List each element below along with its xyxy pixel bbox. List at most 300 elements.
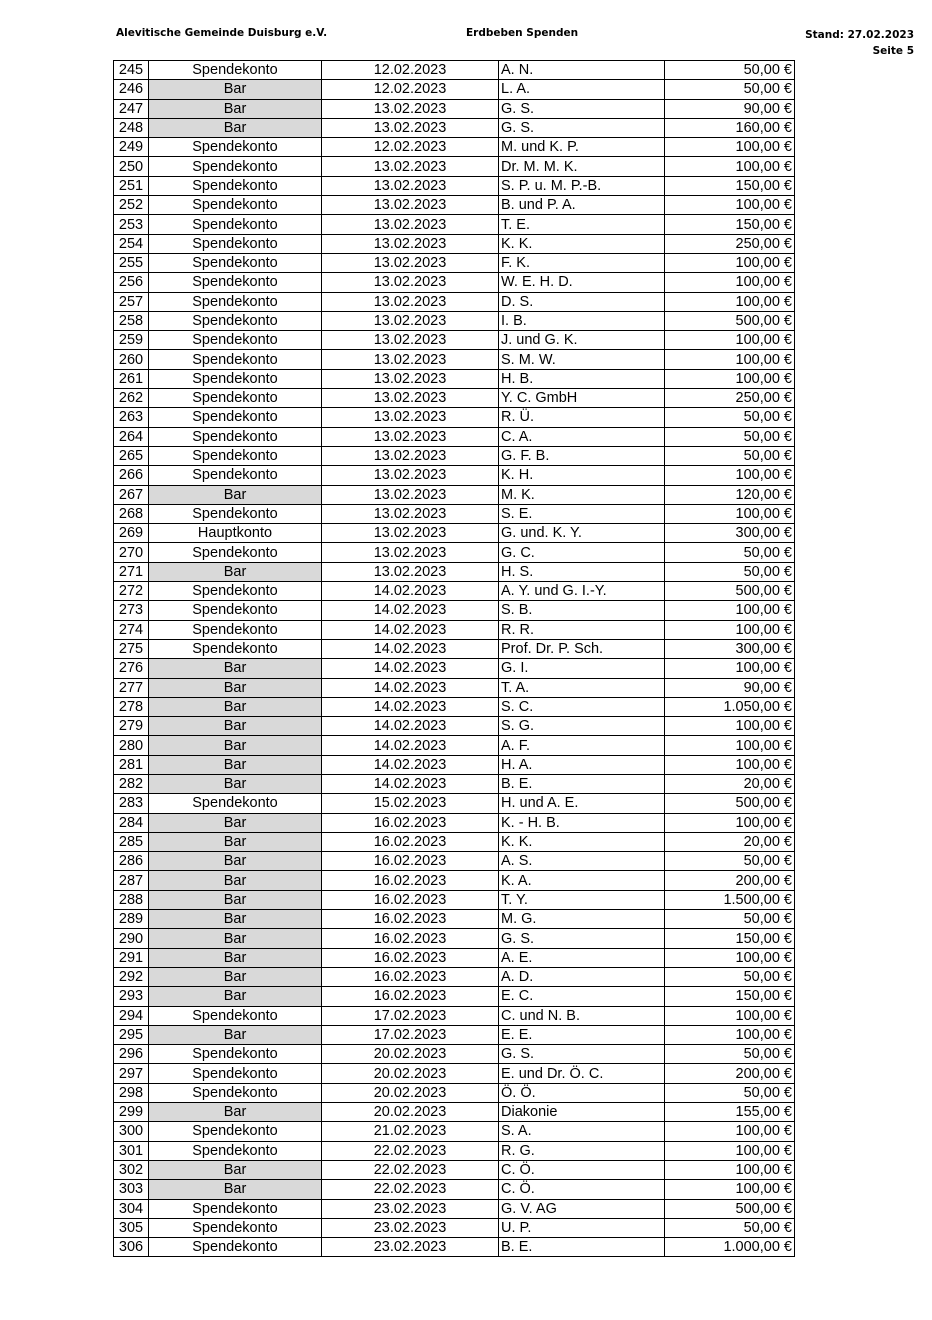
donation-amount: 50,00 € <box>665 967 795 986</box>
payment-type: Bar <box>149 755 322 774</box>
donation-amount: 100,00 € <box>665 369 795 388</box>
page-number: Seite 5 <box>872 45 914 57</box>
table-row <box>114 389 795 408</box>
table-row <box>114 697 795 716</box>
row-number: 265 <box>114 446 149 465</box>
row-number: 262 <box>114 389 149 408</box>
donation-date: 14.02.2023 <box>322 755 499 774</box>
payment-type: Bar <box>149 80 322 99</box>
table-row <box>114 1199 795 1218</box>
row-number: 296 <box>114 1045 149 1064</box>
row-number: 276 <box>114 659 149 678</box>
row-number: 267 <box>114 485 149 504</box>
donation-amount: 150,00 € <box>665 987 795 1006</box>
table-row <box>114 118 795 137</box>
table-row <box>114 234 795 253</box>
donation-date: 13.02.2023 <box>322 408 499 427</box>
table-row <box>114 504 795 523</box>
payment-type: Spendekonto <box>149 61 322 80</box>
payment-type: Spendekonto <box>149 543 322 562</box>
donor-name: U. P. <box>499 1218 665 1237</box>
row-number: 303 <box>114 1180 149 1199</box>
row-number: 252 <box>114 196 149 215</box>
donation-amount: 100,00 € <box>665 504 795 523</box>
donation-amount: 100,00 € <box>665 196 795 215</box>
donation-date: 13.02.2023 <box>322 389 499 408</box>
row-number: 292 <box>114 967 149 986</box>
payment-type: Spendekonto <box>149 234 322 253</box>
table-row <box>114 369 795 388</box>
donation-date: 13.02.2023 <box>322 427 499 446</box>
row-number: 249 <box>114 138 149 157</box>
payment-type: Bar <box>149 852 322 871</box>
payment-type: Bar <box>149 118 322 137</box>
donor-name: S. G. <box>499 717 665 736</box>
payment-type: Spendekonto <box>149 1238 322 1257</box>
row-number: 278 <box>114 697 149 716</box>
donor-name: M. K. <box>499 485 665 504</box>
payment-type: Spendekonto <box>149 794 322 813</box>
table-row <box>114 485 795 504</box>
donation-date: 23.02.2023 <box>322 1218 499 1237</box>
donor-name: G. F. B. <box>499 446 665 465</box>
table-row <box>114 813 795 832</box>
donor-name: L. A. <box>499 80 665 99</box>
table-row <box>114 176 795 195</box>
donation-date: 13.02.2023 <box>322 350 499 369</box>
row-number: 291 <box>114 948 149 967</box>
row-number: 277 <box>114 678 149 697</box>
table-row <box>114 138 795 157</box>
donation-amount: 100,00 € <box>665 736 795 755</box>
table-row <box>114 794 795 813</box>
payment-type: Spendekonto <box>149 446 322 465</box>
table-row <box>114 466 795 485</box>
table-row <box>114 292 795 311</box>
donor-name: S. P. u. M. P.-B. <box>499 176 665 195</box>
donation-date: 20.02.2023 <box>322 1064 499 1083</box>
donation-amount: 120,00 € <box>665 485 795 504</box>
row-number: 306 <box>114 1238 149 1257</box>
payment-type: Bar <box>149 697 322 716</box>
table-row <box>114 1180 795 1199</box>
donor-name: D. S. <box>499 292 665 311</box>
donation-date: 12.02.2023 <box>322 80 499 99</box>
payment-type: Bar <box>149 967 322 986</box>
donor-name: E. C. <box>499 987 665 1006</box>
donor-name: G. S. <box>499 1045 665 1064</box>
payment-type: Spendekonto <box>149 1141 322 1160</box>
donation-amount: 1.000,00 € <box>665 1238 795 1257</box>
donor-name: C. und N. B. <box>499 1006 665 1025</box>
donor-name: K. A. <box>499 871 665 890</box>
table-row <box>114 910 795 929</box>
donor-name: J. und G. K. <box>499 331 665 350</box>
row-number: 297 <box>114 1064 149 1083</box>
donation-date: 15.02.2023 <box>322 794 499 813</box>
table-row <box>114 871 795 890</box>
donation-amount: 50,00 € <box>665 543 795 562</box>
row-number: 266 <box>114 466 149 485</box>
payment-type: Bar <box>149 736 322 755</box>
donation-amount: 500,00 € <box>665 582 795 601</box>
table-row <box>114 929 795 948</box>
row-number: 256 <box>114 273 149 292</box>
payment-type: Bar <box>149 948 322 967</box>
payment-type: Bar <box>149 717 322 736</box>
donations-table <box>113 60 795 1257</box>
row-number: 248 <box>114 118 149 137</box>
row-number: 271 <box>114 562 149 581</box>
donation-amount: 50,00 € <box>665 852 795 871</box>
row-number: 284 <box>114 813 149 832</box>
payment-type: Spendekonto <box>149 311 322 330</box>
donation-date: 13.02.2023 <box>322 99 499 118</box>
payment-type: Bar <box>149 1025 322 1044</box>
row-number: 290 <box>114 929 149 948</box>
donation-date: 13.02.2023 <box>322 446 499 465</box>
payment-type: Spendekonto <box>149 292 322 311</box>
row-number: 300 <box>114 1122 149 1141</box>
table-row <box>114 1160 795 1179</box>
row-number: 301 <box>114 1141 149 1160</box>
donation-amount: 100,00 € <box>665 350 795 369</box>
donation-date: 14.02.2023 <box>322 717 499 736</box>
donor-name: K. - H. B. <box>499 813 665 832</box>
donation-date: 22.02.2023 <box>322 1180 499 1199</box>
donor-name: S. C. <box>499 697 665 716</box>
table-row <box>114 639 795 658</box>
table-row <box>114 1238 795 1257</box>
table-row <box>114 1045 795 1064</box>
donation-amount: 1.500,00 € <box>665 890 795 909</box>
donation-date: 17.02.2023 <box>322 1025 499 1044</box>
donation-date: 22.02.2023 <box>322 1160 499 1179</box>
donation-amount: 100,00 € <box>665 1141 795 1160</box>
donation-amount: 100,00 € <box>665 138 795 157</box>
row-number: 261 <box>114 369 149 388</box>
donor-name: E. und Dr. Ö. C. <box>499 1064 665 1083</box>
payment-type: Spendekonto <box>149 466 322 485</box>
donor-name: A. D. <box>499 967 665 986</box>
donation-amount: 100,00 € <box>665 253 795 272</box>
donor-name: C. A. <box>499 427 665 446</box>
donation-amount: 90,00 € <box>665 678 795 697</box>
payment-type: Spendekonto <box>149 1064 322 1083</box>
row-number: 302 <box>114 1160 149 1179</box>
donation-amount: 100,00 € <box>665 1006 795 1025</box>
donation-amount: 100,00 € <box>665 755 795 774</box>
payment-type: Spendekonto <box>149 427 322 446</box>
donation-date: 13.02.2023 <box>322 215 499 234</box>
donation-amount: 150,00 € <box>665 215 795 234</box>
table-row <box>114 1025 795 1044</box>
donor-name: F. K. <box>499 253 665 272</box>
donor-name: C. Ö. <box>499 1160 665 1179</box>
donation-date: 20.02.2023 <box>322 1045 499 1064</box>
donor-name: S. M. W. <box>499 350 665 369</box>
donation-date: 13.02.2023 <box>322 176 499 195</box>
payment-type: Bar <box>149 1160 322 1179</box>
row-number: 254 <box>114 234 149 253</box>
payment-type: Bar <box>149 99 322 118</box>
donation-amount: 50,00 € <box>665 427 795 446</box>
donation-date: 12.02.2023 <box>322 138 499 157</box>
payment-type: Bar <box>149 1103 322 1122</box>
row-number: 263 <box>114 408 149 427</box>
donor-name: G. C. <box>499 543 665 562</box>
donation-date: 13.02.2023 <box>322 485 499 504</box>
payment-type: Spendekonto <box>149 369 322 388</box>
payment-type: Spendekonto <box>149 389 322 408</box>
row-number: 294 <box>114 1006 149 1025</box>
payment-type: Bar <box>149 871 322 890</box>
table-row <box>114 446 795 465</box>
donor-name: S. B. <box>499 601 665 620</box>
donor-name: G. und. K. Y. <box>499 524 665 543</box>
donation-amount: 50,00 € <box>665 408 795 427</box>
table-row <box>114 890 795 909</box>
donation-date: 23.02.2023 <box>322 1238 499 1257</box>
donation-date: 20.02.2023 <box>322 1083 499 1102</box>
donor-name: R. G. <box>499 1141 665 1160</box>
donation-amount: 150,00 € <box>665 176 795 195</box>
donation-amount: 100,00 € <box>665 273 795 292</box>
payment-type: Spendekonto <box>149 176 322 195</box>
payment-type: Spendekonto <box>149 601 322 620</box>
donation-amount: 300,00 € <box>665 524 795 543</box>
donation-amount: 90,00 € <box>665 99 795 118</box>
donation-date: 13.02.2023 <box>322 253 499 272</box>
donation-amount: 500,00 € <box>665 1199 795 1218</box>
row-number: 269 <box>114 524 149 543</box>
donation-date: 16.02.2023 <box>322 871 499 890</box>
donor-name: B. und P. A. <box>499 196 665 215</box>
donation-amount: 100,00 € <box>665 620 795 639</box>
donation-amount: 100,00 € <box>665 717 795 736</box>
donor-name: B. E. <box>499 774 665 793</box>
table-row <box>114 311 795 330</box>
table-row <box>114 620 795 639</box>
donation-date: 16.02.2023 <box>322 910 499 929</box>
payment-type: Spendekonto <box>149 1083 322 1102</box>
donation-date: 16.02.2023 <box>322 987 499 1006</box>
table-row <box>114 832 795 851</box>
donation-amount: 100,00 € <box>665 601 795 620</box>
donor-name: G. V. AG <box>499 1199 665 1218</box>
payment-type: Spendekonto <box>149 504 322 523</box>
donation-date: 13.02.2023 <box>322 369 499 388</box>
row-number: 270 <box>114 543 149 562</box>
donor-name: E. E. <box>499 1025 665 1044</box>
donation-date: 13.02.2023 <box>322 524 499 543</box>
row-number: 286 <box>114 852 149 871</box>
donor-name: A. S. <box>499 852 665 871</box>
donor-name: H. A. <box>499 755 665 774</box>
row-number: 264 <box>114 427 149 446</box>
donation-date: 23.02.2023 <box>322 1199 499 1218</box>
donation-amount: 100,00 € <box>665 1160 795 1179</box>
row-number: 250 <box>114 157 149 176</box>
payment-type: Bar <box>149 485 322 504</box>
donation-amount: 50,00 € <box>665 1045 795 1064</box>
donor-name: T. A. <box>499 678 665 697</box>
donation-date: 22.02.2023 <box>322 1141 499 1160</box>
table-row <box>114 543 795 562</box>
donation-amount: 160,00 € <box>665 118 795 137</box>
donor-name: Ö. Ö. <box>499 1083 665 1102</box>
table-row <box>114 1083 795 1102</box>
payment-type: Hauptkonto <box>149 524 322 543</box>
table-row <box>114 80 795 99</box>
donor-name: Dr. M. M. K. <box>499 157 665 176</box>
stand-date: Stand: 27.02.2023 <box>805 29 914 41</box>
table-row <box>114 967 795 986</box>
payment-type: Spendekonto <box>149 582 322 601</box>
donation-amount: 50,00 € <box>665 562 795 581</box>
table-row <box>114 774 795 793</box>
payment-type: Spendekonto <box>149 273 322 292</box>
payment-type: Bar <box>149 1180 322 1199</box>
donation-amount: 155,00 € <box>665 1103 795 1122</box>
row-number: 246 <box>114 80 149 99</box>
payment-type: Bar <box>149 678 322 697</box>
donation-date: 14.02.2023 <box>322 736 499 755</box>
donor-name: S. E. <box>499 504 665 523</box>
donor-name: K. K. <box>499 234 665 253</box>
table-row <box>114 948 795 967</box>
table-row <box>114 582 795 601</box>
payment-type: Bar <box>149 659 322 678</box>
row-number: 260 <box>114 350 149 369</box>
donation-date: 14.02.2023 <box>322 697 499 716</box>
document-title: Erdbeben Spenden <box>466 27 579 39</box>
row-number: 251 <box>114 176 149 195</box>
payment-type: Spendekonto <box>149 331 322 350</box>
donor-name: G. I. <box>499 659 665 678</box>
table-row <box>114 99 795 118</box>
donation-date: 17.02.2023 <box>322 1006 499 1025</box>
payment-type: Bar <box>149 910 322 929</box>
donation-date: 13.02.2023 <box>322 543 499 562</box>
donation-date: 20.02.2023 <box>322 1103 499 1122</box>
table-row <box>114 1141 795 1160</box>
donation-date: 16.02.2023 <box>322 929 499 948</box>
row-number: 247 <box>114 99 149 118</box>
table-row <box>114 157 795 176</box>
donation-amount: 50,00 € <box>665 446 795 465</box>
donation-amount: 500,00 € <box>665 311 795 330</box>
row-number: 273 <box>114 601 149 620</box>
row-number: 293 <box>114 987 149 1006</box>
table-row <box>114 427 795 446</box>
donation-date: 14.02.2023 <box>322 601 499 620</box>
row-number: 283 <box>114 794 149 813</box>
payment-type: Spendekonto <box>149 1045 322 1064</box>
table-row <box>114 1122 795 1141</box>
donor-name: A. Y. und G. I.-Y. <box>499 582 665 601</box>
donation-amount: 50,00 € <box>665 910 795 929</box>
table-row <box>114 1103 795 1122</box>
donation-amount: 100,00 € <box>665 813 795 832</box>
donor-name: S. A. <box>499 1122 665 1141</box>
table-row <box>114 273 795 292</box>
table-row <box>114 524 795 543</box>
donor-name: R. R. <box>499 620 665 639</box>
donor-name: A. E. <box>499 948 665 967</box>
donor-name: H. und A. E. <box>499 794 665 813</box>
row-number: 275 <box>114 639 149 658</box>
payment-type: Bar <box>149 987 322 1006</box>
donor-name: A. N. <box>499 61 665 80</box>
payment-type: Spendekonto <box>149 408 322 427</box>
donation-date: 16.02.2023 <box>322 852 499 871</box>
table-row <box>114 215 795 234</box>
donor-name: K. H. <box>499 466 665 485</box>
donation-date: 13.02.2023 <box>322 504 499 523</box>
row-number: 287 <box>114 871 149 890</box>
payment-type: Spendekonto <box>149 1218 322 1237</box>
row-number: 285 <box>114 832 149 851</box>
row-number: 281 <box>114 755 149 774</box>
donation-amount: 100,00 € <box>665 1025 795 1044</box>
payment-type: Spendekonto <box>149 350 322 369</box>
row-number: 295 <box>114 1025 149 1044</box>
payment-type: Bar <box>149 562 322 581</box>
row-number: 253 <box>114 215 149 234</box>
donation-date: 13.02.2023 <box>322 196 499 215</box>
table-row <box>114 987 795 1006</box>
donation-date: 16.02.2023 <box>322 948 499 967</box>
table-row <box>114 196 795 215</box>
donation-date: 14.02.2023 <box>322 639 499 658</box>
row-number: 272 <box>114 582 149 601</box>
donor-name: G. S. <box>499 929 665 948</box>
table-row <box>114 1006 795 1025</box>
donation-amount: 100,00 € <box>665 157 795 176</box>
donation-amount: 100,00 € <box>665 466 795 485</box>
payment-type: Spendekonto <box>149 1199 322 1218</box>
donation-amount: 20,00 € <box>665 774 795 793</box>
donor-name: C. Ö. <box>499 1180 665 1199</box>
donation-date: 16.02.2023 <box>322 890 499 909</box>
table-row <box>114 1064 795 1083</box>
table-row <box>114 350 795 369</box>
payment-type: Spendekonto <box>149 215 322 234</box>
donation-amount: 200,00 € <box>665 871 795 890</box>
donation-amount: 1.050,00 € <box>665 697 795 716</box>
donation-amount: 300,00 € <box>665 639 795 658</box>
row-number: 268 <box>114 504 149 523</box>
table-row <box>114 601 795 620</box>
table-row <box>114 717 795 736</box>
donation-amount: 50,00 € <box>665 61 795 80</box>
donation-date: 16.02.2023 <box>322 813 499 832</box>
donor-name: G. S. <box>499 118 665 137</box>
donation-amount: 50,00 € <box>665 1218 795 1237</box>
donation-amount: 50,00 € <box>665 1083 795 1102</box>
donation-amount: 100,00 € <box>665 948 795 967</box>
row-number: 280 <box>114 736 149 755</box>
donation-date: 13.02.2023 <box>322 273 499 292</box>
donation-amount: 500,00 € <box>665 794 795 813</box>
row-number: 289 <box>114 910 149 929</box>
payment-type: Spendekonto <box>149 196 322 215</box>
donor-name: A. F. <box>499 736 665 755</box>
row-number: 299 <box>114 1103 149 1122</box>
payment-type: Bar <box>149 813 322 832</box>
payment-type: Spendekonto <box>149 138 322 157</box>
